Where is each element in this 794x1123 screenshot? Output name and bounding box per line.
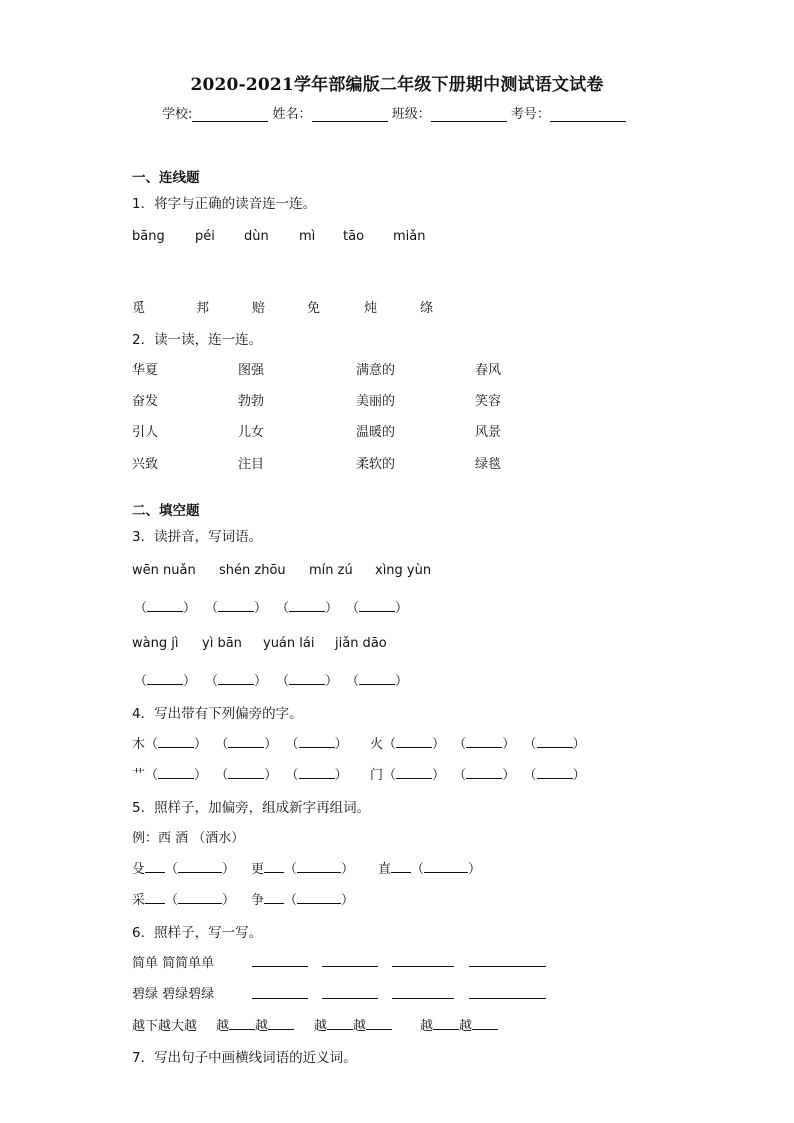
question-2-prompt: 2．读一读，连一连。 <box>132 332 263 348</box>
radical-row-1: 木（ ） （ ） （ ） <box>132 737 348 752</box>
match-cell: 柔软的 <box>356 457 396 472</box>
match-cell: 奋发 <box>132 394 159 409</box>
match-cell: 勃勃 <box>238 394 265 409</box>
pattern-example-1: 简单 简简单单 <box>132 956 215 971</box>
radical-item: 更 （ ） <box>251 862 355 877</box>
match-cell: 注目 <box>238 457 265 472</box>
answer-bracket[interactable]: （ ） <box>276 674 339 689</box>
match-cell: 华夏 <box>132 363 159 378</box>
char-3: 免 <box>307 301 321 316</box>
pattern-example-3: 越下越大越 <box>132 1019 198 1034</box>
radical-item: 直 （ ） <box>378 862 482 877</box>
pinyin-5: miǎn <box>393 229 426 244</box>
answer-bracket[interactable]: （ ） <box>205 674 268 689</box>
radical-label: 木 <box>132 737 146 752</box>
section-heading-2: 二、填空题 <box>132 503 200 519</box>
question-7-prompt: 7．写出句子中画横线词语的近义词。 <box>132 1050 357 1066</box>
number-label: 考号： <box>510 107 550 122</box>
answer-line[interactable] <box>469 998 546 999</box>
yue-fill[interactable]: 越 越 <box>420 1015 498 1034</box>
answer-bracket[interactable]: （ ） <box>276 601 339 616</box>
yue-fill[interactable]: 越 越 <box>314 1015 392 1034</box>
match-cell: 图强 <box>238 363 265 378</box>
answer-line[interactable] <box>322 966 378 967</box>
school-label: 学校: <box>162 107 193 122</box>
answer-line[interactable] <box>469 966 546 967</box>
number-blank <box>550 109 626 122</box>
match-cell: 儿女 <box>238 425 265 440</box>
match-cell: 风景 <box>475 425 502 440</box>
radical-row-2: 艹（ ） （ ） （ ） <box>132 768 348 783</box>
answer-bracket[interactable]: （ ） <box>346 674 409 689</box>
char-0: 觅 <box>132 301 146 316</box>
example-line: 例：西 酒 （酒水） <box>132 831 245 846</box>
pinyin-word: yì bān <box>202 636 242 651</box>
answer-bracket[interactable]: （ ） <box>134 674 197 689</box>
match-cell: 春风 <box>475 363 502 378</box>
match-cell: 引人 <box>132 425 159 440</box>
answer-line[interactable] <box>252 998 308 999</box>
pinyin-word: mín zú <box>309 563 353 578</box>
answer-line[interactable] <box>322 998 378 999</box>
match-cell: 绿毯 <box>475 457 502 472</box>
match-cell: 满意的 <box>356 363 396 378</box>
question-3-prompt: 3．读拼音，写词语。 <box>132 529 263 545</box>
pinyin-3: mì <box>299 229 316 244</box>
pinyin-word: shén zhōu <box>219 563 286 578</box>
student-info-line <box>162 103 626 122</box>
pinyin-word: jiǎn dāo <box>335 636 387 651</box>
radical-item: 殳 （ ） <box>132 862 236 877</box>
radical-label: 火 <box>370 737 384 752</box>
question-1-prompt: 1．将字与正确的读音连一连。 <box>132 196 317 212</box>
answer-line[interactable] <box>392 966 454 967</box>
name-blank <box>312 109 388 122</box>
class-blank <box>431 109 507 122</box>
char-4: 炖 <box>364 301 378 316</box>
pinyin-0: bāng <box>132 229 165 244</box>
radical-item: 争 （ ） <box>251 893 355 908</box>
match-cell: 笑容 <box>475 394 502 409</box>
school-blank <box>192 109 268 122</box>
pinyin-word: xìng yùn <box>375 563 432 578</box>
question-5-prompt: 5．照样子，加偏旁，组成新字再组词。 <box>132 800 371 816</box>
char-2: 赔 <box>252 301 266 316</box>
match-cell: 温暖的 <box>356 425 396 440</box>
radical-item: 采 （ ） <box>132 893 236 908</box>
question-6-prompt: 6．照样子，写一写。 <box>132 925 263 941</box>
char-1: 邦 <box>196 301 210 316</box>
radical-row-1b: 火（ ） （ ） （ ） <box>370 737 586 752</box>
page-title: 2020-2021学年部编版二年级下册期中测试语文试卷 <box>190 75 604 95</box>
class-label: 班级： <box>391 107 431 122</box>
pinyin-1: péi <box>195 229 215 244</box>
match-cell: 美丽的 <box>356 394 396 409</box>
radical-label: 门 <box>370 768 384 783</box>
answer-bracket[interactable]: （ ） <box>134 601 197 616</box>
char-5: 绦 <box>420 301 434 316</box>
pinyin-word: wēn nuǎn <box>132 563 196 578</box>
answer-bracket[interactable]: （ ） <box>205 601 268 616</box>
match-cell: 兴致 <box>132 457 159 472</box>
question-4-prompt: 4．写出带有下列偏旁的字。 <box>132 706 303 722</box>
answer-line[interactable] <box>252 966 308 967</box>
name-label: 姓名： <box>272 107 312 122</box>
pinyin-4: tāo <box>343 229 365 244</box>
pinyin-word: yuán lái <box>263 636 315 651</box>
section-heading-1: 一、连线题 <box>132 170 200 186</box>
pinyin-2: dùn <box>244 229 269 244</box>
pinyin-word: wàng jì <box>132 636 179 651</box>
radical-label: 艹 <box>132 768 146 783</box>
answer-bracket[interactable]: （ ） <box>346 601 409 616</box>
radical-row-2b: 门（ ） （ ） （ ） <box>370 768 586 783</box>
yue-fill[interactable]: 越 越 <box>216 1015 294 1034</box>
pattern-example-2: 碧绿 碧绿碧绿 <box>132 987 215 1002</box>
answer-line[interactable] <box>392 998 454 999</box>
